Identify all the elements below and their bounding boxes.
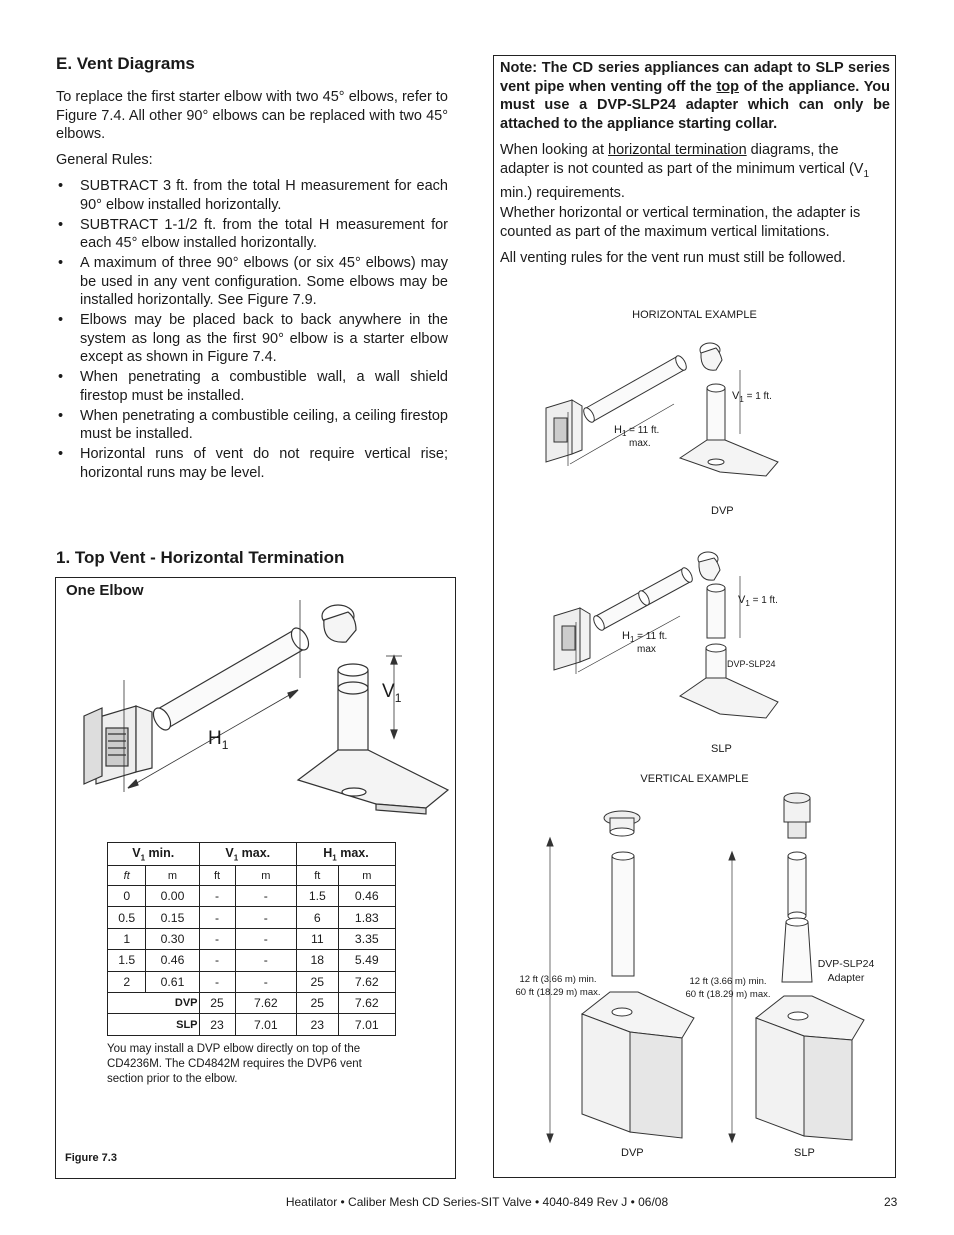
adapter-paragraph-3: All venting rules for the vent run must still be followed. <box>500 250 846 266</box>
slp-vertical-range: 12 ft (3.66 m) min. 60 ft (18.29 m) max. <box>685 976 771 1000</box>
one-elbow-diagram <box>56 578 455 843</box>
adapter-label-horizontal: DVP-SLP24 <box>727 659 776 669</box>
table-row: 0.5 0.15 - - 6 1.83 <box>108 907 396 928</box>
table-row-dvp: DVP 25 7.62 25 7.62 <box>108 992 396 1013</box>
adapter-paragraph-1: When looking at horizontal termination diagrams, the adapter is not counted as part of the minimum vertical ($V_1$ min.) requirements. <box>500 142 870 201</box>
table-row: 0 0.00 - - 1.5 0.46 <box>108 886 396 907</box>
section-heading-vent-diagrams: E. Vent Diagrams <box>56 54 195 73</box>
rule-item: • Elbows may be placed back to back anywhere in the system as long as the first 90° elbow is a starter elbow except as shown in Figure 7.4. <box>56 311 448 367</box>
rule-item: • When penetrating a combustible wall, a wall shield firestop must be installed. <box>56 368 448 405</box>
table-header-h1-max: $H_1$ max. <box>297 843 396 866</box>
table-row: 2 0.61 - - 25 7.62 <box>108 971 396 992</box>
table-units-row: ft m ft m ft m <box>108 866 396 886</box>
section-heading-top-vent: 1. Top Vent - Horizontal Termination <box>56 548 345 567</box>
figure-note: You may install a DVP elbow directly on top of the CD4236M. The CD4842M requires the DVP6 vent section prior to the elbow. <box>107 1043 362 1085</box>
slp-adapter-box <box>493 55 896 1178</box>
general-rules-label: General Rules: <box>56 152 153 168</box>
rule-item: • When penetrating a combustible ceiling, a ceiling firestop must be installed. <box>56 407 448 444</box>
table-row: 1.5 0.46 - - 18 5.49 <box>108 950 396 971</box>
rule-item: • A maximum of three 90° elbows (or six 45° elbows) may be used in any vent configuration. Some elbows may be installed horizontally. See Figure 7.9. <box>56 254 448 310</box>
rule-item: • SUBTRACT 3 ft. from the total H measurement for each 90° elbow installed horizontally. <box>56 177 448 214</box>
dvp-label-vertical: DVP <box>621 1147 644 1159</box>
intro-paragraph: To replace the first starter elbow with two 45° elbows, refer to Figure 7.4. All other 90° elbows can be replaced with two 45° elbows. <box>56 89 448 142</box>
table-row-slp: SLP 23 7.01 23 7.01 <box>108 1014 396 1035</box>
adapter-paragraph-2: Whether horizontal or vertical termination, the adapter is counted as part of the maximum vertical limitations. <box>500 205 861 240</box>
rule-item: • SUBTRACT 1-1/2 ft. from the total H measurement for each 45° elbow installed horizontally. <box>56 216 448 253</box>
table-header-v1-max: $V_1$ max. <box>199 843 296 866</box>
v1-value-label-slp: $V_1 = 1$ ft. <box>738 594 778 609</box>
dvp-vertical-range: 12 ft (3.66 m) min. 60 ft (18.29 m) max. <box>515 974 601 998</box>
v1-value-label-dvp: $V_1 = 1$ ft. <box>732 390 772 405</box>
vertical-example-label: VERTICAL EXAMPLE <box>640 773 749 785</box>
horizontal-example-diagrams <box>494 326 895 736</box>
h1-label: $H_1$ <box>208 728 229 752</box>
page-footer: Heatilator • Caliber Mesh CD Series-SIT Valve • 4040-849 Rev J • 06/08 <box>285 1195 669 1209</box>
figure-7-3-box <box>55 577 456 1179</box>
adapter-note: Note: The CD series appliances can adapt to SLP series vent pipe when venting off the top of the appliance. You must use a DVP-SLP24 adapter which can only be attached to the appliance starting collar. <box>500 60 891 132</box>
table-row: 1 0.30 - - 11 3.35 <box>108 928 396 949</box>
h1-max-label-dvp: max. <box>629 438 651 449</box>
figure-title: One Elbow <box>66 582 144 599</box>
v1-label: $V_1$ <box>382 681 402 705</box>
rule-item: • Horizontal runs of vent do not require vertical rise; horizontal runs may be level. <box>56 445 448 482</box>
vent-dimensions-table <box>107 842 396 1036</box>
general-rules-list <box>56 177 448 484</box>
slp-label-horizontal: SLP <box>711 743 732 755</box>
page-number: 23 <box>884 1195 898 1209</box>
figure-caption: Figure 7.3 <box>65 1152 117 1164</box>
h1-value-label-dvp: $H_1 = 11$ ft. <box>614 424 660 439</box>
adapter-label-vertical: DVP-SLP24 Adapter <box>817 958 875 984</box>
table-header-v1-min: $V_1$ min. <box>108 843 200 866</box>
horizontal-example-label: HORIZONTAL EXAMPLE <box>632 309 757 321</box>
h1-value-label-slp: $H_1 = 11$ ft. <box>622 630 668 645</box>
slp-label-vertical: SLP <box>794 1147 815 1159</box>
dvp-label-horizontal: DVP <box>711 505 734 517</box>
h1-max-label-slp: max <box>637 644 656 655</box>
